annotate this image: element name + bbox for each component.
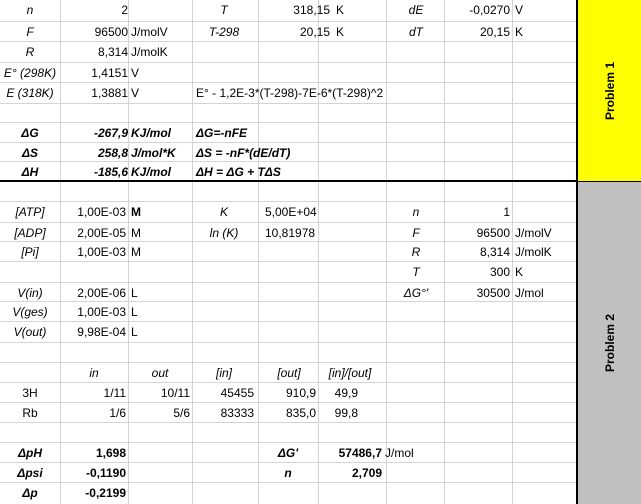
p2-header-ratio: [in]/[out] [328, 366, 372, 380]
p2-n-value[interactable]: 1 [503, 205, 510, 219]
p1-dH-unit: KJ/mol [131, 165, 172, 179]
p2-dGp-label: ΔG' [277, 446, 299, 460]
p2-Rb-label: Rb [22, 406, 38, 420]
problem1-band[interactable] [576, 0, 641, 181]
p1-T298-value[interactable]: 20,15 [299, 25, 330, 39]
p2-header-cout: [out] [277, 366, 301, 380]
p2-R-label: R [411, 245, 421, 259]
p2-Pi-unit: M [131, 245, 141, 259]
p1-dG-label: ΔG [21, 126, 39, 140]
p2-Rb-in[interactable]: 1/6 [109, 406, 126, 420]
p1-dG-unit: KJ/mol [131, 126, 172, 140]
p2-ATP-unit: M [131, 205, 141, 219]
p1-F-value[interactable]: 96500 [94, 25, 128, 39]
p1-E318-label: E (318K) [6, 86, 54, 100]
grid-col-line [318, 0, 319, 504]
p2-Rb-out[interactable]: 5/6 [173, 406, 190, 420]
p1-dH-label: ΔH [21, 165, 39, 179]
p2-K-label: K [219, 205, 228, 219]
p2-dp-value[interactable]: -0,2199 [85, 486, 126, 500]
p1-T298-unit: K [336, 25, 345, 39]
grid-row-line [0, 62, 576, 63]
p2-ADP-value[interactable]: 2,00E-05 [77, 226, 126, 240]
grid-col-line [258, 0, 259, 504]
grid-row-line [0, 21, 576, 22]
p1-n-label: n [26, 3, 34, 17]
p2-dGp-unit: J/mol [385, 446, 414, 460]
p1-T-value[interactable]: 318,15 [293, 3, 330, 17]
p1-E318-value[interactable]: 1,3881 [91, 86, 128, 100]
p1-R-value[interactable]: 8,314 [97, 45, 128, 59]
grid-col-line [192, 0, 193, 504]
p1-F-label: F [26, 25, 34, 39]
grid-col-line [128, 0, 129, 504]
p1-dE-label: dE [408, 3, 424, 17]
grid-row-line [0, 201, 576, 202]
p1-dS-label: ΔS [21, 146, 39, 160]
p2-F-label: F [412, 226, 420, 240]
p1-dT-unit: K [515, 25, 524, 39]
p2-Vout-unit: L [131, 325, 138, 339]
grid-row-line [0, 103, 576, 104]
p2-header-in: in [89, 366, 99, 380]
problem1-label: Problem 1 [602, 61, 617, 120]
grid-row-line [0, 442, 576, 443]
p2-Vin-value[interactable]: 2,00E-06 [77, 286, 126, 300]
p2-Vout-label: V(out) [13, 325, 47, 339]
p1-dE-value[interactable]: -0,0270 [469, 3, 510, 17]
p1-T-unit: K [336, 3, 345, 17]
grid-col-line [386, 0, 387, 504]
p1-E298-unit: V [131, 66, 140, 80]
p1-dS-formula: ΔS = -nF*(dE/dT) [196, 146, 291, 160]
p2-header-out: out [151, 366, 169, 380]
p2-n2-value[interactable]: 2,709 [351, 466, 382, 480]
p2-ATP-value[interactable]: 1,00E-03 [77, 205, 126, 219]
p1-dS-unit: J/mol*K [131, 146, 176, 160]
p1-dG-value[interactable]: -267,9 [93, 126, 128, 140]
p1-dH-formula: ΔH = ΔG + TΔS [196, 165, 281, 179]
p2-ATP-label: [ATP] [15, 205, 45, 219]
p2-3H-cout[interactable]: 910,9 [285, 386, 316, 400]
p2-F-value[interactable]: 96500 [476, 226, 510, 240]
p2-3H-in[interactable]: 1/11 [103, 386, 126, 400]
p2-dG0-label: ΔG°' [403, 286, 429, 300]
p2-lnK-value[interactable]: 10,81978 [265, 226, 316, 240]
p2-R-value[interactable]: 8,314 [479, 245, 510, 259]
p1-T-label: T [220, 3, 228, 17]
p2-ADP-unit: M [131, 226, 141, 240]
p2-T-unit: K [515, 265, 524, 279]
p2-n-label: n [412, 205, 420, 219]
grid-row-line [0, 122, 576, 123]
p2-3H-cin[interactable]: 45455 [220, 386, 254, 400]
p2-Vout-value[interactable]: 9,98E-04 [77, 325, 126, 339]
p1-E298-value[interactable]: 1,4151 [91, 66, 128, 80]
p1-dH-value[interactable]: -185,6 [93, 165, 128, 179]
p1-E318-formula: E° - 1,2E-3*(T-298)-7E-6*(T-298)^2 [196, 86, 384, 100]
problem2-label: Problem 2 [602, 313, 617, 373]
p2-dG0-value[interactable]: 30500 [476, 286, 510, 300]
p1-dT-label: dT [408, 25, 423, 39]
p2-dpsi-label: Δpsi [17, 466, 43, 480]
p2-Rb-ratio[interactable]: 99,8 [334, 406, 358, 420]
p1-R-unit: J/molK [131, 45, 168, 59]
p1-R-label: R [25, 45, 35, 59]
p2-Vin-label: V(in) [17, 286, 43, 300]
p1-E318-unit: V [131, 86, 140, 100]
p2-T-value[interactable]: 300 [489, 265, 510, 279]
p1-F-unit: J/molV [131, 25, 168, 39]
grid-row-line [0, 282, 576, 283]
p2-dGp-value[interactable]: 57486,7 [338, 446, 382, 460]
p2-K-value[interactable]: 5,00E+04 [265, 205, 317, 219]
p2-Rb-cin[interactable]: 83333 [220, 406, 254, 420]
p2-T-label: T [412, 265, 420, 279]
grid-row-line [0, 362, 576, 363]
grid-col-line [512, 0, 513, 504]
p1-dG-formula: ΔG=-nFE [196, 126, 248, 140]
p2-dG0-unit: J/mol [515, 286, 544, 300]
p2-lnK-label: ln (K) [209, 226, 239, 240]
p2-dpsi-value[interactable]: -0,1190 [85, 466, 126, 480]
p1-E298-label: E° (298K) [3, 66, 57, 80]
p1-dT-value[interactable]: 20,15 [479, 25, 510, 39]
p2-F-unit: J/molV [515, 226, 552, 240]
p1-dE-unit: V [515, 3, 524, 17]
p2-header-cin: [in] [215, 366, 232, 380]
p1-dS-value[interactable]: 258,8 [97, 146, 128, 160]
problem2-band[interactable] [576, 182, 641, 504]
p2-Pi-label: [Pi] [21, 245, 39, 259]
p2-ADP-label: [ADP] [14, 226, 46, 240]
p1-n-value[interactable]: 2 [121, 3, 128, 17]
p2-3H-out[interactable]: 10/11 [160, 386, 190, 400]
p2-Vges-value[interactable]: 1,00E-03 [77, 305, 126, 319]
grid-row-line [0, 222, 576, 223]
p2-dpH-value[interactable]: 1,698 [95, 446, 126, 460]
p2-3H-ratio[interactable]: 49,9 [334, 386, 358, 400]
p2-n2-label: n [284, 466, 292, 480]
p2-Rb-cout[interactable]: 835,0 [285, 406, 316, 420]
p2-dpH-label: ΔpH [17, 446, 43, 460]
p1-T298-label: T-298 [208, 25, 240, 39]
p2-Vges-unit: L [131, 305, 138, 319]
grid-row-line [0, 342, 576, 343]
p2-Vges-label: V(ges) [12, 305, 48, 319]
p2-Pi-value[interactable]: 1,00E-03 [77, 245, 126, 259]
p2-Vin-unit: L [131, 286, 138, 300]
p2-dp-label: Δp [22, 486, 38, 500]
p2-R-unit: J/molK [515, 245, 552, 259]
p2-3H-label: 3H [22, 386, 38, 400]
